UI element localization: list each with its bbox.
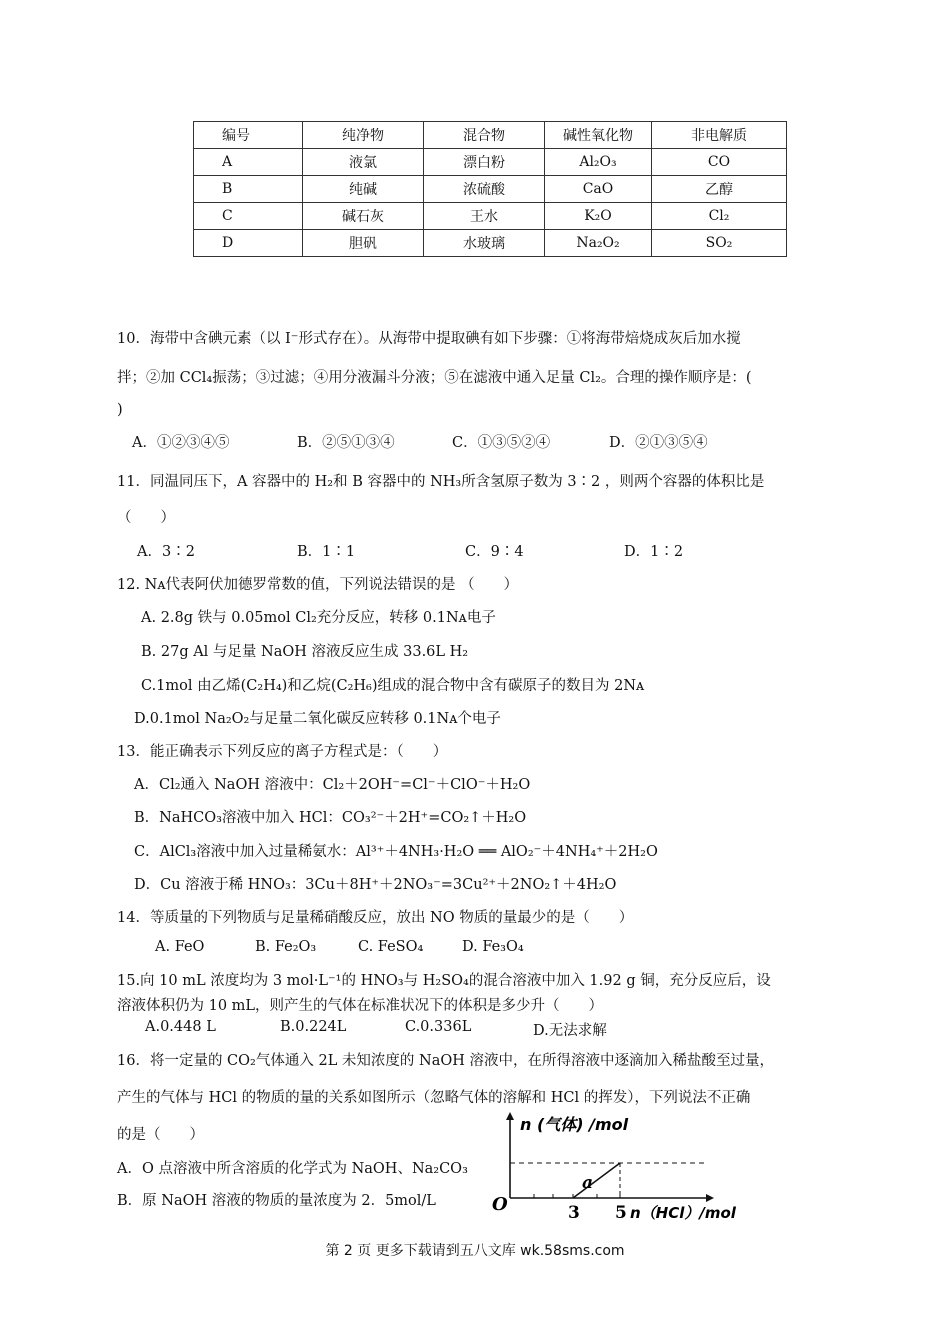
y-axis-arrow: [506, 1112, 514, 1120]
q16-option-a: A．O 点溶液中所含溶质的化学式为 NaOH、Na₂CO₃: [117, 1161, 468, 1177]
table-cell: 水玻璃: [424, 230, 545, 257]
table-cell: B: [194, 176, 303, 203]
q11-option-d: D．1∶2: [624, 544, 684, 560]
q10-line-3: ): [117, 402, 123, 418]
q10-line-2: 拌；②加 CCl₄振荡；③过滤；④用分液漏斗分液；⑤在滤液中通入足量 Cl₂。合理的操作顺序是：(: [117, 370, 752, 386]
q10-option-d: D．②①③⑤④: [609, 435, 708, 451]
q10-option-a: A．①②③④⑤: [132, 435, 230, 451]
table-cell: 乙醇: [652, 176, 787, 203]
q14-option-b: B. Fe₂O₃: [255, 939, 317, 955]
gas-line: [573, 1163, 620, 1198]
q11-line-2: （ ）: [117, 510, 175, 526]
q13-option-d: D．Cu 溶液于稀 HNO₃：3Cu＋8H⁺＋2NO₃⁻=3Cu²⁺＋2NO₂↑＋4H₂O: [134, 877, 617, 893]
q12-option-b: B. 27g Al 与足量 NaOH 溶液反应生成 33.6L H₂: [141, 644, 469, 660]
table-cell: 纯碱: [303, 176, 424, 203]
table-cell: CO: [652, 149, 787, 176]
q15-option-a: A.0.448 L: [145, 1019, 216, 1035]
table-cell: C: [194, 203, 303, 230]
q12-option-d: D.0.1mol Na₂O₂与足量二氧化碳反应转移 0.1Nᴀ个电子: [134, 711, 501, 727]
q11-option-c: C．9∶4: [465, 544, 524, 560]
table-cell: Cl₂: [652, 203, 787, 230]
q11-line-1: 11．同温同压下，A 容器中的 H₂和 B 容器中的 NH₃所含氢原子数为 3∶2 ，则两个容器的体积比是: [117, 474, 765, 490]
header-cell: 非电解质: [652, 122, 787, 149]
q15-option-d: D.无法求解: [533, 1023, 607, 1039]
q12-stem: 12. Nᴀ代表阿伏加德罗常数的值，下列说法错误的是 （ ）: [117, 577, 519, 593]
q16-line-1: 16．将一定量的 CO₂气体通入 2L 未知浓度的 NaOH 溶液中，在所得溶液中逐滴加入稀盐酸至过量，: [117, 1053, 775, 1069]
q13-option-b: B．NaHCO₃溶液中加入 HCl：CO₃²⁻＋2H⁺=CO₂↑＋H₂O: [134, 810, 527, 826]
table-cell: 碱石灰: [303, 203, 424, 230]
table-row: [194, 149, 787, 176]
q13-stem: 13．能正确表示下列反应的离子方程式是：（ ）: [117, 744, 448, 760]
table-cell: 漂白粉: [424, 149, 545, 176]
table-cell: A: [194, 149, 303, 176]
q13-option-c: C．AlCl₃溶液中加入过量稀氨水：Al³⁺＋4NH₃·H₂O ══ AlO₂⁻＋4NH₄⁺＋2H₂O: [134, 844, 658, 860]
q14-stem: 14．等质量的下列物质与足量稀硝酸反应，放出 NO 物质的量最少的是（ ）: [117, 910, 634, 926]
q16-option-b: B．原 NaOH 溶液的物质的量浓度为 2．5mol/L: [117, 1193, 436, 1209]
q16-line-3: 的是（ ）: [117, 1127, 204, 1143]
q16-line-2: 产生的气体与 HCl 的物质的量的关系如图所示（忽略气体的溶解和 HCl 的挥发），下列说法不正确: [117, 1090, 751, 1106]
header-cell: 混合物: [424, 122, 545, 149]
table-cell: CaO: [545, 176, 652, 203]
q11-option-b: B．1∶1: [297, 544, 356, 560]
table-row: [194, 176, 787, 203]
tick-label-3: 3: [568, 1203, 580, 1220]
gas-hcl-graph: [490, 1110, 755, 1220]
q12-option-a: A. 2.8g 铁与 0.05mol Cl₂充分反应，转移 0.1Nᴀ电子: [141, 610, 496, 626]
x-axis-label: n（HCl）/mol: [630, 1204, 736, 1220]
q15-option-c: C.0.336L: [405, 1019, 472, 1035]
table-cell: Al₂O₃: [545, 149, 652, 176]
q10-line-1: 10．海带中含碘元素（以 I⁻形式存在）。从海带中提取碘有如下步骤：①将海带焙烧成灰后加水搅: [117, 331, 741, 347]
q14-option-a: A. FeO: [155, 939, 205, 955]
table-cell: 液氯: [303, 149, 424, 176]
table-cell: D: [194, 230, 303, 257]
table-cell: 胆矾: [303, 230, 424, 257]
table-header-row: [194, 122, 787, 149]
tick-label-5: 5: [615, 1203, 627, 1220]
table-cell: 王水: [424, 203, 545, 230]
header-cell: 碱性氧化物: [545, 122, 652, 149]
x-axis-arrow: [706, 1194, 714, 1202]
classification-table: [193, 121, 787, 257]
q15-option-b: B.0.224L: [280, 1019, 347, 1035]
y-axis-label: n (气体) /mol: [520, 1115, 629, 1134]
origin-label: O: [492, 1194, 508, 1215]
q14-option-d: D. Fe₃O₄: [462, 939, 524, 955]
table-cell: Na₂O₂: [545, 230, 652, 257]
q14-option-c: C. FeSO₄: [358, 939, 424, 955]
q13-option-a: A．Cl₂通入 NaOH 溶液中：Cl₂＋2OH⁻=Cl⁻＋ClO⁻＋H₂O: [134, 777, 531, 793]
q11-option-a: A．3∶2: [137, 544, 195, 560]
table-cell: K₂O: [545, 203, 652, 230]
table-row: [194, 203, 787, 230]
point-a-label: a: [582, 1173, 594, 1193]
table-row: [194, 230, 787, 257]
q10-option-b: B．②⑤①③④: [297, 435, 395, 451]
q15-line-2: 溶液体积仍为 10 mL，则产生的气体在标准状况下的体积是多少升（ ）: [117, 998, 604, 1014]
q12-option-c: C.1mol 由乙烯(C₂H₄)和乙烷(C₂H₆)组成的混合物中含有碳原子的数目为 2Nᴀ: [141, 678, 645, 694]
table-cell: SO₂: [652, 230, 787, 257]
header-cell: 编号: [194, 122, 303, 149]
q10-option-c: C．①③⑤②④: [452, 435, 551, 451]
q15-line-1: 15.向 10 mL 浓度均为 3 mol·L⁻¹的 HNO₃与 H₂SO₄的混合溶液中加入 1.92 g 铜，充分反应后，设: [117, 973, 771, 989]
header-cell: 纯净物: [303, 122, 424, 149]
page-footer: 第 2 页 更多下载请到五八文库 wk.58sms.com: [325, 1243, 625, 1259]
table-cell: 浓硫酸: [424, 176, 545, 203]
